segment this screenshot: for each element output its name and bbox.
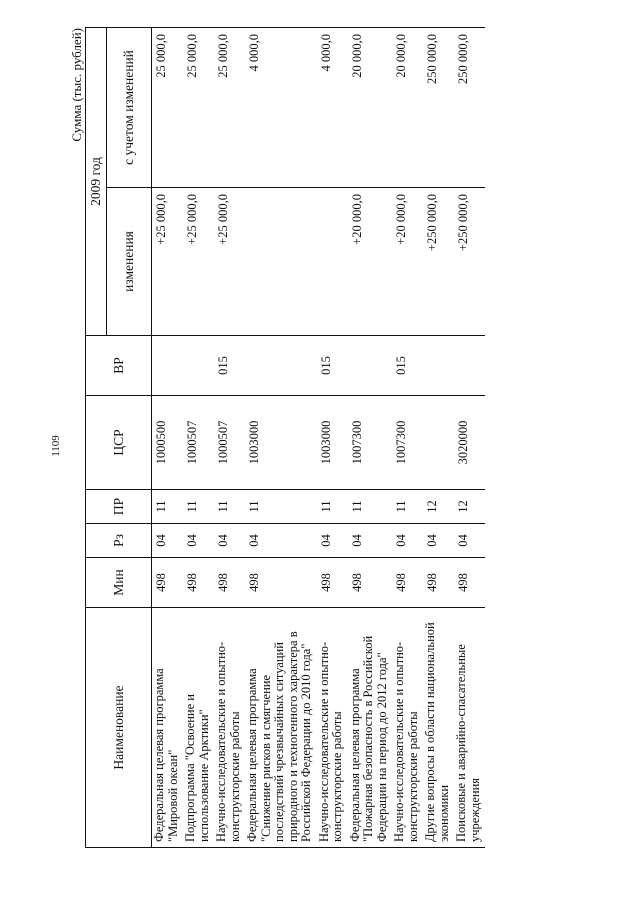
row-min: 498 bbox=[423, 558, 454, 608]
row-total: 250 000,0 bbox=[423, 28, 454, 188]
row-pr: 11 bbox=[245, 490, 317, 524]
table-row bbox=[317, 28, 348, 848]
row-name: Научно-исследовательские и опытно-конструкторские работы bbox=[214, 608, 245, 848]
row-min: 498 bbox=[214, 558, 245, 608]
header-csr: ЦСР bbox=[86, 396, 152, 490]
row-name: Научно-исследовательские и опытно-конструкторские работы bbox=[317, 608, 348, 848]
row-csr: 1000500 bbox=[152, 396, 184, 490]
header-min: Мин bbox=[86, 558, 152, 608]
table-body bbox=[152, 28, 486, 848]
row-rz: 04 bbox=[392, 524, 423, 558]
row-min: 498 bbox=[392, 558, 423, 608]
table-row bbox=[183, 28, 214, 848]
row-change: +20 000,0 bbox=[392, 188, 423, 336]
row-vr bbox=[348, 336, 393, 396]
row-csr: 1007300 bbox=[392, 396, 423, 490]
row-name: Научно-исследовательские и опытно-конструкторские работы bbox=[392, 608, 423, 848]
row-vr bbox=[245, 336, 317, 396]
row-min: 498 bbox=[317, 558, 348, 608]
row-change bbox=[317, 188, 348, 336]
row-total: 4 000,0 bbox=[245, 28, 317, 188]
table-row bbox=[392, 28, 423, 848]
row-vr: 015 bbox=[392, 336, 423, 396]
row-pr: 11 bbox=[183, 490, 214, 524]
row-total: 25 000,0 bbox=[214, 28, 245, 188]
row-csr: 1003000 bbox=[245, 396, 317, 490]
row-min: 498 bbox=[183, 558, 214, 608]
row-name: Федеральная целевая программа "Снижение рисков и смягчение последствий чрезвычайных ситуаций природного и техногенного характера в Российской Федерации до 2010 года" bbox=[245, 608, 317, 848]
page-number: 1109 bbox=[50, 435, 62, 457]
row-csr: 3020000 bbox=[454, 396, 485, 490]
row-vr bbox=[183, 336, 214, 396]
row-vr bbox=[423, 336, 454, 396]
row-total: 20 000,0 bbox=[392, 28, 423, 188]
row-csr: 1000507 bbox=[214, 396, 245, 490]
row-rz: 04 bbox=[183, 524, 214, 558]
row-name: Поисковые и аварийно-спасательные учреждения bbox=[454, 608, 485, 848]
row-min: 498 bbox=[245, 558, 317, 608]
row-total: 25 000,0 bbox=[152, 28, 184, 188]
row-vr bbox=[152, 336, 184, 396]
row-min: 498 bbox=[454, 558, 485, 608]
row-rz: 04 bbox=[423, 524, 454, 558]
row-name: Подпрограмма "Освоение и использование Арктики" bbox=[183, 608, 214, 848]
table-row bbox=[423, 28, 454, 848]
row-rz: 04 bbox=[152, 524, 184, 558]
row-vr bbox=[454, 336, 485, 396]
header-year: 2009 год bbox=[86, 28, 107, 336]
row-pr: 11 bbox=[214, 490, 245, 524]
table-row bbox=[152, 28, 184, 848]
row-vr: 015 bbox=[317, 336, 348, 396]
row-name: Федеральная целевая программа "Мировой океан" bbox=[152, 608, 184, 848]
budget-table bbox=[85, 27, 485, 848]
rotated-table-container bbox=[69, 28, 640, 848]
row-csr: 1007300 bbox=[348, 396, 393, 490]
row-change bbox=[245, 188, 317, 336]
row-name: Другие вопросы в области национальной экономики bbox=[423, 608, 454, 848]
row-rz: 04 bbox=[245, 524, 317, 558]
table-row bbox=[214, 28, 245, 848]
row-pr: 11 bbox=[317, 490, 348, 524]
row-change: +20 000,0 bbox=[348, 188, 393, 336]
row-change: +25 000,0 bbox=[183, 188, 214, 336]
header-rz: Рз bbox=[86, 524, 152, 558]
row-change: +25 000,0 bbox=[214, 188, 245, 336]
row-rz: 04 bbox=[214, 524, 245, 558]
header-vr: ВР bbox=[86, 336, 152, 396]
row-total: 25 000,0 bbox=[183, 28, 214, 188]
row-vr: 015 bbox=[214, 336, 245, 396]
row-total: 20 000,0 bbox=[348, 28, 393, 188]
row-min: 498 bbox=[152, 558, 184, 608]
row-rz: 04 bbox=[454, 524, 485, 558]
header-name: Наименование bbox=[86, 608, 152, 848]
row-rz: 04 bbox=[348, 524, 393, 558]
table-row bbox=[348, 28, 393, 848]
table-row bbox=[245, 28, 317, 848]
header-changes: изменения bbox=[107, 188, 152, 336]
row-change: +25 000,0 bbox=[152, 188, 184, 336]
row-name: Федеральная целевая программа "Пожарная безопасность в Российской Федерации на период до 2012 года" bbox=[348, 608, 393, 848]
row-csr bbox=[423, 396, 454, 490]
units-label: Сумма (тыс. рублей) bbox=[69, 28, 84, 142]
row-csr: 1000507 bbox=[183, 396, 214, 490]
table-row bbox=[454, 28, 485, 848]
row-pr: 12 bbox=[423, 490, 454, 524]
row-change: +250 000,0 bbox=[454, 188, 485, 336]
row-change: +250 000,0 bbox=[423, 188, 454, 336]
row-rz: 04 bbox=[317, 524, 348, 558]
row-pr: 11 bbox=[392, 490, 423, 524]
row-pr: 12 bbox=[454, 490, 485, 524]
row-min: 498 bbox=[348, 558, 393, 608]
header-with-changes: с учетом изменений bbox=[107, 28, 152, 188]
row-csr: 1003000 bbox=[317, 396, 348, 490]
row-pr: 11 bbox=[152, 490, 184, 524]
row-total: 4 000,0 bbox=[317, 28, 348, 188]
row-total: 250 000,0 bbox=[454, 28, 485, 188]
header-pr: ПР bbox=[86, 490, 152, 524]
row-pr: 11 bbox=[348, 490, 393, 524]
